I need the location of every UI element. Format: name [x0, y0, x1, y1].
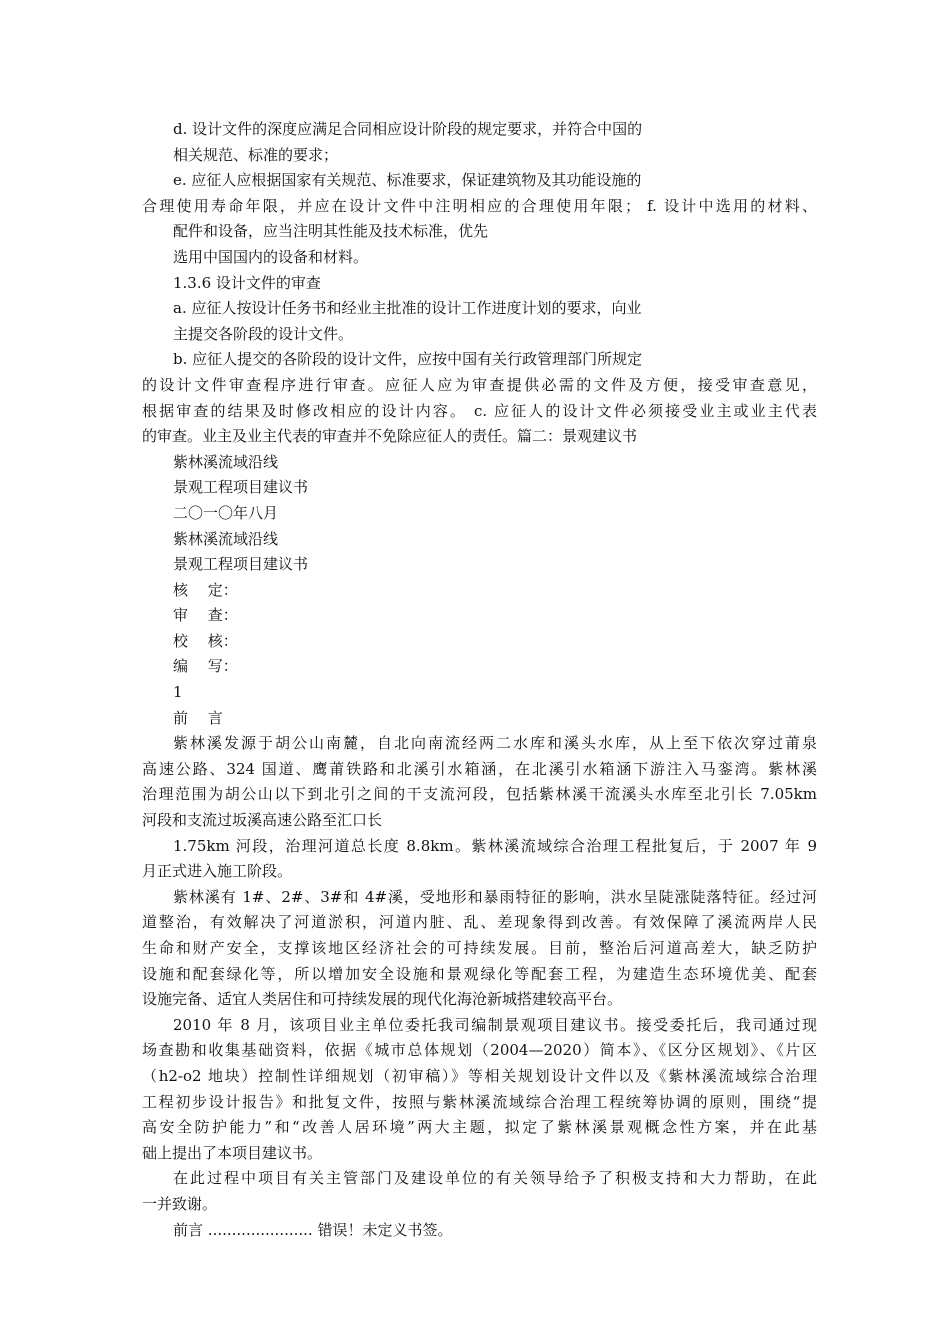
title-line: 紫林溪流域沿线 — [173, 452, 279, 471]
date-line: 二〇一〇年八月 — [173, 503, 279, 522]
text-line: b. 应征人提交的各阶段的设计文件，应按中国有关行政管理部门所规定 — [173, 350, 643, 369]
text-line: 高安全防护能力”和“改善人居环境”两大主题，拟定了紫林溪景观概念性方案，并在此基 — [142, 1118, 817, 1137]
text-line: 工程初步设计报告》和批复文件，按照与紫林溪流域综合治理工程统筹协调的原则，围绕“提 — [142, 1092, 817, 1111]
preface-heading: 前 言 — [173, 708, 223, 727]
toc-leader: ...................... — [207, 1220, 313, 1239]
role-review — [142, 603, 817, 629]
text-line: 高速公路、324 国道、鹰莆铁路和北溪引水箱涵，在北溪引水箱涵下游注入马銮湾。紫林溪 — [142, 759, 817, 778]
role-author — [142, 654, 817, 680]
page-number: 1 — [173, 683, 183, 702]
text-line: 场查勘和收集基础资料，依据《城市总体规划（2004—2020）简本》、《区分区规划》、《片区 — [142, 1041, 817, 1060]
text-line: 相关规范、标准的要求； — [173, 145, 339, 164]
toc-label: 前言 — [173, 1220, 204, 1239]
title-line: 紫林溪流域沿线 — [173, 529, 279, 548]
text-line: e. 应征人应根据国家有关规范、标准要求，保证建筑物及其功能设施的 — [173, 171, 642, 190]
role-label: 编 写： — [173, 657, 238, 676]
title-line: 景观工程项目建议书 — [173, 555, 309, 574]
text-line: 选用中国国内的设备和材料。 — [173, 247, 369, 266]
text-line: 河段和支流过坂溪高速公路至汇口长 — [142, 811, 383, 830]
text-line: 1.75km 河段，治理河道总长度 8.8km。紫林溪流域综合治理工程批复后，于 2007 年 9 — [173, 836, 817, 855]
text-line: 根据审查的结果及时修改相应的设计内容。 c. 应征人的设计文件必须接受业主或业主代表 — [142, 401, 817, 420]
section-heading: 1.3.6 设计文件的审查 — [173, 273, 321, 292]
text-line: 2010 年 8 月，该项目业主单位委托我司编制景观项目建议书。接受委托后，我司通过现 — [173, 1015, 817, 1034]
text-line: 在此过程中项目有关主管部门及建设单位的有关领导给予了积极支持和大力帮助，在此 — [173, 1169, 817, 1188]
text-line: 的审查。业主及业主代表的审查并不免除应征人的责任。篇二：景观建议书 — [142, 427, 638, 446]
text-line: 配件和设备，应当注明其性能及技术标准，优先 — [173, 222, 489, 241]
toc-error-status: 错误！未定义书签。 — [317, 1220, 453, 1239]
text-line: 道整治，有效解决了河道淤积，河道内脏、乱、差现象得到改善。有效保障了溪流两岸人民 — [142, 913, 817, 932]
text-line: 生命和财产安全，支撑该地区经济社会的可持续发展。目前，整治后河道高差大，缺乏防护 — [142, 939, 817, 957]
toc-entry[interactable] — [142, 1218, 817, 1244]
role-label: 核 定： — [173, 580, 238, 599]
title-line: 景观工程项目建议书 — [173, 478, 309, 497]
text-line: 合理使用寿命年限，并应在设计文件中注明相应的合理使用年限； f. 设计中选用的材料、 — [142, 196, 817, 215]
role-approve — [142, 578, 817, 604]
text-line: 月正式进入施工阶段。 — [142, 862, 293, 881]
role-label: 审 查： — [173, 606, 238, 625]
text-line: 的设计文件审查程序进行审查。应征人应为审查提供必需的文件及方便，接受审查意见， — [142, 375, 817, 394]
text-line: d. 设计文件的深度应满足合同相应设计阶段的规定要求，并符合中国的 — [173, 120, 643, 138]
text-line: 紫林溪发源于胡公山南麓，自北向南流经两二水库和溪头水库，从上至下依次穿过莆泉 — [173, 734, 817, 753]
text-line: 主提交各阶段的设计文件。 — [173, 324, 354, 343]
text-line: 一并致谢。 — [142, 1194, 218, 1213]
text-line: 紫林溪有 1#、2#、3#和 4#溪，受地形和暴雨特征的影响，洪水呈陡涨陡落特征。经过河 — [173, 887, 817, 906]
text-line: （h2-o2 地块）控制性详细规划（初审稿）》等相关规划设计文件以及《紫林溪流域综合治理 — [142, 1066, 817, 1085]
role-check — [142, 629, 817, 655]
role-label: 校 核： — [173, 631, 238, 650]
text-line: a. 应征人按设计任务书和经业主批准的设计工作进度计划的要求，向业 — [173, 299, 642, 318]
text-line: 治理范围为胡公山以下到北引之间的干支流河段，包括紫林溪干流溪头水库至北引长 7.05km — [142, 785, 817, 804]
text-line: 设施完备、适宜人类居住和可持续发展的现代化海沧新城搭建较高平台。 — [142, 990, 623, 1009]
document-body — [142, 117, 817, 1243]
text-line: 设施和配套绿化等，所以增加安全设施和景观绿化等配套工程，为建造生态环境优美、配套 — [142, 964, 817, 983]
text-line: 础上提出了本项目建议书。 — [142, 1143, 323, 1162]
